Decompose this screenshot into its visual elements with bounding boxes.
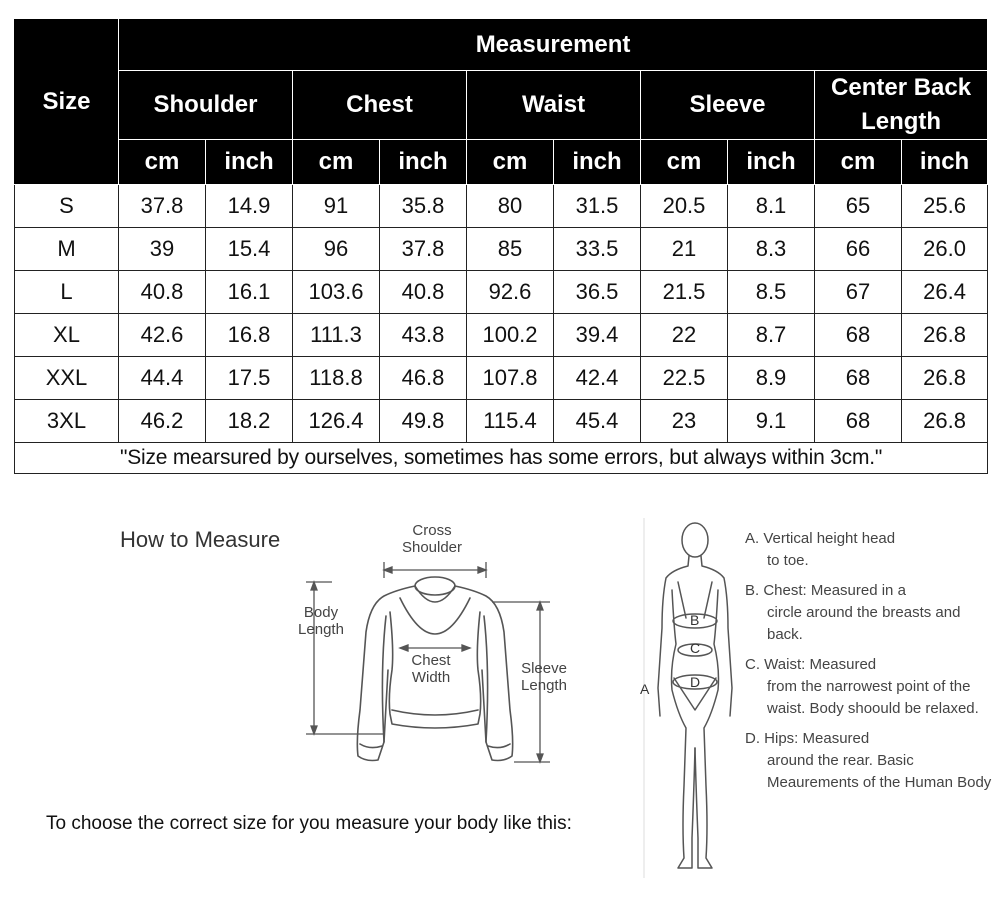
unit-header: inch [380, 140, 467, 185]
measurement-cell: 46.8 [380, 357, 467, 400]
measurement-cell: 8.3 [728, 228, 815, 271]
table-row [15, 314, 988, 357]
measurement-cell: 22.5 [641, 357, 728, 400]
measurement-cell: 21.5 [641, 271, 728, 314]
measurement-cell: 42.4 [554, 357, 641, 400]
table-row [15, 400, 988, 443]
unit-header: inch [728, 140, 815, 185]
measurement-cell: 45.4 [554, 400, 641, 443]
measurement-cell: 18.2 [206, 400, 293, 443]
figure-letter-b: B [690, 612, 700, 628]
note-a-head: A. Vertical height head [745, 530, 896, 547]
measurement-cell: 16.1 [206, 271, 293, 314]
measurement-cell: 16.8 [206, 314, 293, 357]
measurement-cell: 40.8 [119, 271, 206, 314]
unit-header: cm [815, 140, 902, 185]
measurement-cell: 37.8 [380, 228, 467, 271]
measurement-cell: 80 [467, 185, 554, 228]
measurement-cell: 96 [293, 228, 380, 271]
measurement-cell: 25.6 [902, 185, 988, 228]
measurement-cell: 107.8 [467, 357, 554, 400]
note-a [745, 528, 995, 572]
body-figure-diagram [640, 518, 750, 888]
chest-width-label: Chest Width [411, 652, 451, 686]
note-b [745, 580, 995, 646]
measurement-cell: 118.8 [293, 357, 380, 400]
note-d [745, 728, 995, 794]
measurement-cell: 46.2 [119, 400, 206, 443]
note-c [745, 654, 995, 720]
measurement-cell: 66 [815, 228, 902, 271]
measurement-cell: 36.5 [554, 271, 641, 314]
measurement-cell: 65 [815, 185, 902, 228]
measurement-cell: 20.5 [641, 185, 728, 228]
size-cell: S [15, 185, 119, 228]
size-column-header: Size [15, 19, 119, 185]
measurement-cell: 92.6 [467, 271, 554, 314]
unit-header: inch [554, 140, 641, 185]
size-cell: XL [15, 314, 119, 357]
measurement-cell: 39.4 [554, 314, 641, 357]
measurement-cell: 111.3 [293, 314, 380, 357]
measurement-cell: 40.8 [380, 271, 467, 314]
measurement-cell: 8.5 [728, 271, 815, 314]
measurement-cell: 8.9 [728, 357, 815, 400]
measurement-cell: 9.1 [728, 400, 815, 443]
note-b-head: B. Chest: Measured in a [745, 582, 906, 599]
measurement-notes [745, 528, 995, 802]
sleeve-length-label: Sleeve Length [521, 660, 567, 694]
note-c-head: C. Waist: Measured [745, 656, 877, 673]
size-cell: L [15, 271, 119, 314]
measurement-cell: 26.0 [902, 228, 988, 271]
figure-letter-d: D [690, 674, 701, 690]
measurement-cell: 37.8 [119, 185, 206, 228]
measurement-cell: 100.2 [467, 314, 554, 357]
measurement-cell: 103.6 [293, 271, 380, 314]
note-d-head: D. Hips: Measured [745, 730, 870, 747]
unit-header: cm [641, 140, 728, 185]
measurement-cell: 44.4 [119, 357, 206, 400]
note-a-text: to toe. [767, 552, 809, 569]
measurement-cell: 26.8 [902, 357, 988, 400]
measurement-cell: 26.8 [902, 400, 988, 443]
measurement-cell: 17.5 [206, 357, 293, 400]
unit-header: inch [206, 140, 293, 185]
size-chart-table [14, 18, 988, 474]
how-to-measure-title: How to Measure [120, 527, 281, 552]
measurement-cell: 115.4 [467, 400, 554, 443]
measurement-cell: 67 [815, 271, 902, 314]
note-c-text: from the narrowest point of the waist. Body shoould be relaxed. [767, 678, 979, 717]
unit-header: cm [119, 140, 206, 185]
unit-header: inch [902, 140, 988, 185]
size-cell: M [15, 228, 119, 271]
figure-letter-a: A [640, 681, 650, 697]
table-row [15, 185, 988, 228]
measurement-cell: 68 [815, 357, 902, 400]
unit-header: cm [467, 140, 554, 185]
size-cell: 3XL [15, 400, 119, 443]
cross-shoulder-label: Cross Shoulder [401, 522, 463, 556]
measurement-cell: 42.6 [119, 314, 206, 357]
group-header-sleeve: Sleeve [641, 71, 815, 140]
measurement-cell: 43.8 [380, 314, 467, 357]
measurement-cell: 26.4 [902, 271, 988, 314]
size-cell: XXL [15, 357, 119, 400]
measurement-cell: 126.4 [293, 400, 380, 443]
size-table-body [15, 185, 988, 474]
measurement-cell: 33.5 [554, 228, 641, 271]
measurement-cell: 15.4 [206, 228, 293, 271]
measurement-cell: 35.8 [380, 185, 467, 228]
group-header-waist: Waist [467, 71, 641, 140]
body-length-label: Body Length [298, 604, 344, 638]
measurement-cell: 68 [815, 314, 902, 357]
note-b-text: circle around the breasts and back. [767, 604, 961, 643]
sweater-illustration [288, 520, 588, 770]
measurement-cell: 22 [641, 314, 728, 357]
table-row [15, 357, 988, 400]
measurement-cell: 21 [641, 228, 728, 271]
measurement-cell: 26.8 [902, 314, 988, 357]
unit-header: cm [293, 140, 380, 185]
measurement-cell: 39 [119, 228, 206, 271]
note-d-text: around the rear. Basic Meaurements of the Human Body [767, 752, 992, 791]
garment-diagram [288, 520, 588, 770]
group-header-center-back-length: Center Back Length [815, 71, 988, 140]
table-row [15, 228, 988, 271]
measurement-cell: 8.1 [728, 185, 815, 228]
measurement-cell: 49.8 [380, 400, 467, 443]
measurement-cell: 8.7 [728, 314, 815, 357]
measurement-cell: 91 [293, 185, 380, 228]
table-row [15, 271, 988, 314]
measurement-cell: 31.5 [554, 185, 641, 228]
measurement-cell: 14.9 [206, 185, 293, 228]
measurement-cell: 68 [815, 400, 902, 443]
measurement-cell: 85 [467, 228, 554, 271]
size-note: "Size mearsured by ourselves, sometimes has some errors, but always within 3cm." [15, 443, 988, 474]
group-header-shoulder: Shoulder [119, 71, 293, 140]
measure-instruction: To choose the correct size for you measure your body like this: [46, 813, 572, 834]
measurement-cell: 23 [641, 400, 728, 443]
group-header-chest: Chest [293, 71, 467, 140]
human-body-illustration [640, 518, 750, 888]
figure-letter-c: C [690, 640, 701, 656]
measurement-header: Measurement [119, 19, 988, 71]
